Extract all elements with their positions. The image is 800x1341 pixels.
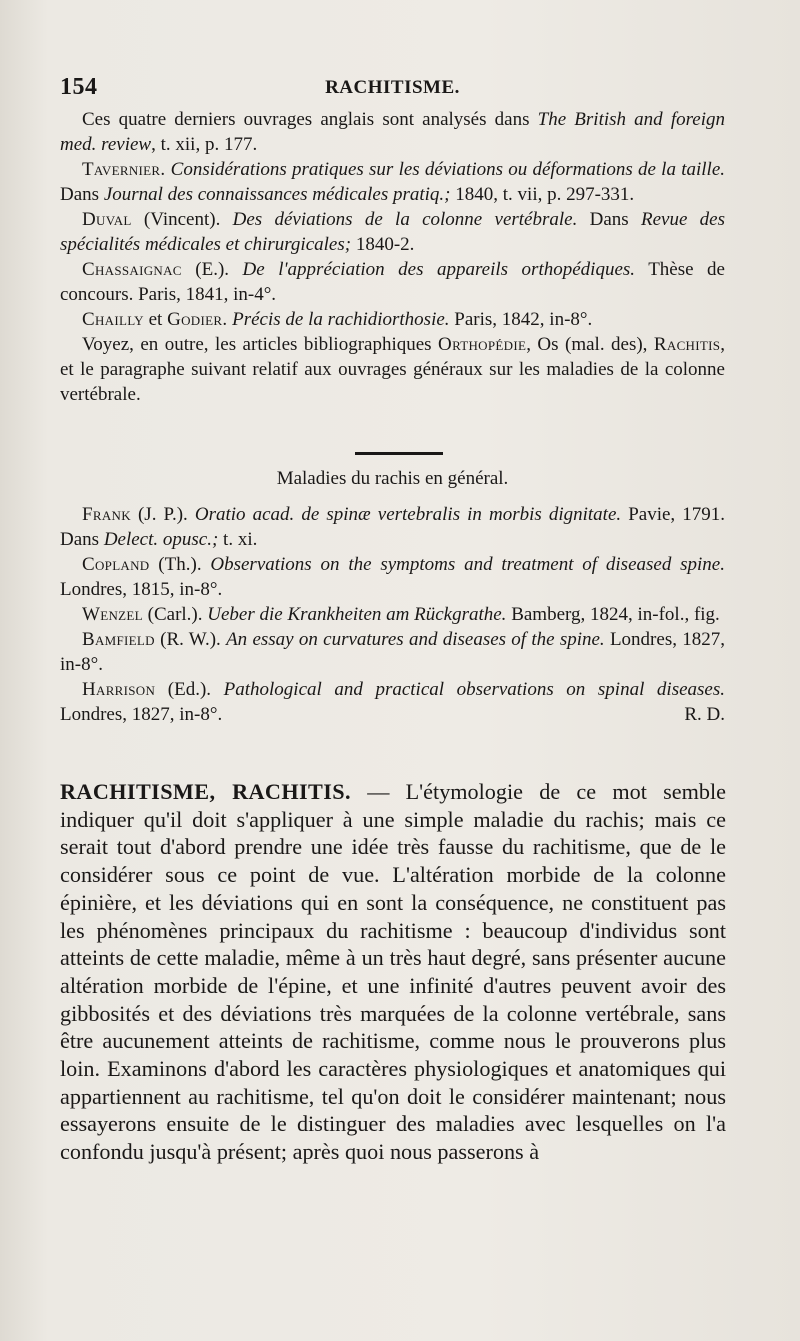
author-name: Godier. <box>167 309 228 330</box>
author-name: Chailly <box>82 309 144 330</box>
bibliography-entry: Tavernier. Considérations pratiques sur les déviations ou déformations de la taille. Dans Journal des connaissances médicales pratiq.; 1840, t. vii, p. 297-331. <box>60 159 726 205</box>
author-name: Wenzel <box>82 604 143 625</box>
article-headword: RACHITISME, RACHITIS. <box>60 779 351 804</box>
see-also-note: Voyez, en outre, les articles bibliographiques Orthopédie, Os (mal. des), Rachitis, et le paragraphe suivant relatif aux ouvrages généraux sur les maladies de la colonne vertébrale. <box>60 334 726 405</box>
author-name: Copland <box>82 554 150 575</box>
author-name: Duval <box>82 209 132 230</box>
page-number: 154 <box>60 74 98 100</box>
article-body <box>60 778 726 1166</box>
bibliography-entry: Chailly et Godier. Précis de la rachidiorthosie. Paris, 1842, in-8°. <box>82 309 593 330</box>
section-title: Maladies du rachis en général. <box>276 468 509 489</box>
article-paragraph <box>60 778 726 1166</box>
bibliography-entry: Duval (Vincent). Des déviations de la colonne vertébrale. Dans Revue des spécialités médicales et chirurgicales; 1840-2. <box>60 209 725 255</box>
author-name: Frank <box>82 504 131 525</box>
bibliography-entry: Chassaignac (E.). De l'appréciation des appareils orthopédiques. Thèse de concours. Paris, 1841, in-4°. <box>60 259 725 305</box>
author-name: Tavernier. <box>82 159 166 180</box>
bibliography-entry: Ces quatre derniers ouvrages anglais sont analysés dans The British and foreign med. review, t. xii, p. 177. <box>60 109 725 155</box>
bibliography-entry: Frank (J. P.). Oratio acad. de spinæ vertebralis in morbis dignitate. Pavie, 1791. Dans Delect. opusc.; t. xi. <box>60 504 725 550</box>
section-divider <box>355 452 443 455</box>
bibliography-entry: Copland (Th.). Observations on the symptoms and treatment of diseased spine. Londres, 1815, in-8°. <box>60 554 725 600</box>
author-name: Harrison <box>82 679 156 700</box>
author-name: Chassaignac <box>82 259 182 280</box>
page-header <box>60 74 725 102</box>
bibliography-list <box>60 107 725 407</box>
bibliography-entry: Wenzel (Carl.). Ueber die Krankheiten am Rückgrathe. Bamberg, 1824, in-fol., fig. <box>82 604 720 625</box>
author-name: Bamfield <box>82 629 155 650</box>
running-head: RACHITISME. <box>325 77 460 98</box>
bibliography-list-general <box>60 502 725 727</box>
bibliography-entry: Bamfield (R. W.). An essay on curvatures and diseases of the spine. Londres, 1827, in-8°. <box>60 629 725 675</box>
article-text: — L'étymologie de ce mot semble indiquer qu'il doit s'appliquer à une simple maladie du rachis; mais ce serait tout d'abord prendre une idée très fausse du rachitisme, que de le considérer sous ce point de vue. L'altération morbide de la colonne épinière, et les déviations qui en sont la conséquence, ne constituent pas les phénomènes principaux du rachitisme : beaucoup d'individus sont atteints de cette maladie, même à un très haut degré, sans présenter aucune altération morbide de l'épine, et une infinité d'autres peuvent avoir des gibbosités et des déviations très marquées de la colonne vertébrale, sans être aucunement atteints de rachitisme, comme nous le prouverons plus loin. Examinons d'abord les caractères physiologiques et anatomiques qui appartiennent au rachitisme, tel qu'on doit le considérer maintenant; nous essayerons ensuite de le distinguer des maladies avec lesquelles on l'a confondu jusqu'à présent; après quoi nous passerons à <box>60 779 726 1165</box>
bibliography-entry: Harrison (Ed.). Pathological and practical observations on spinal diseases. Londres, 1827, in-8°. R. D. <box>60 679 726 725</box>
author-signature: R. D. <box>684 704 725 725</box>
